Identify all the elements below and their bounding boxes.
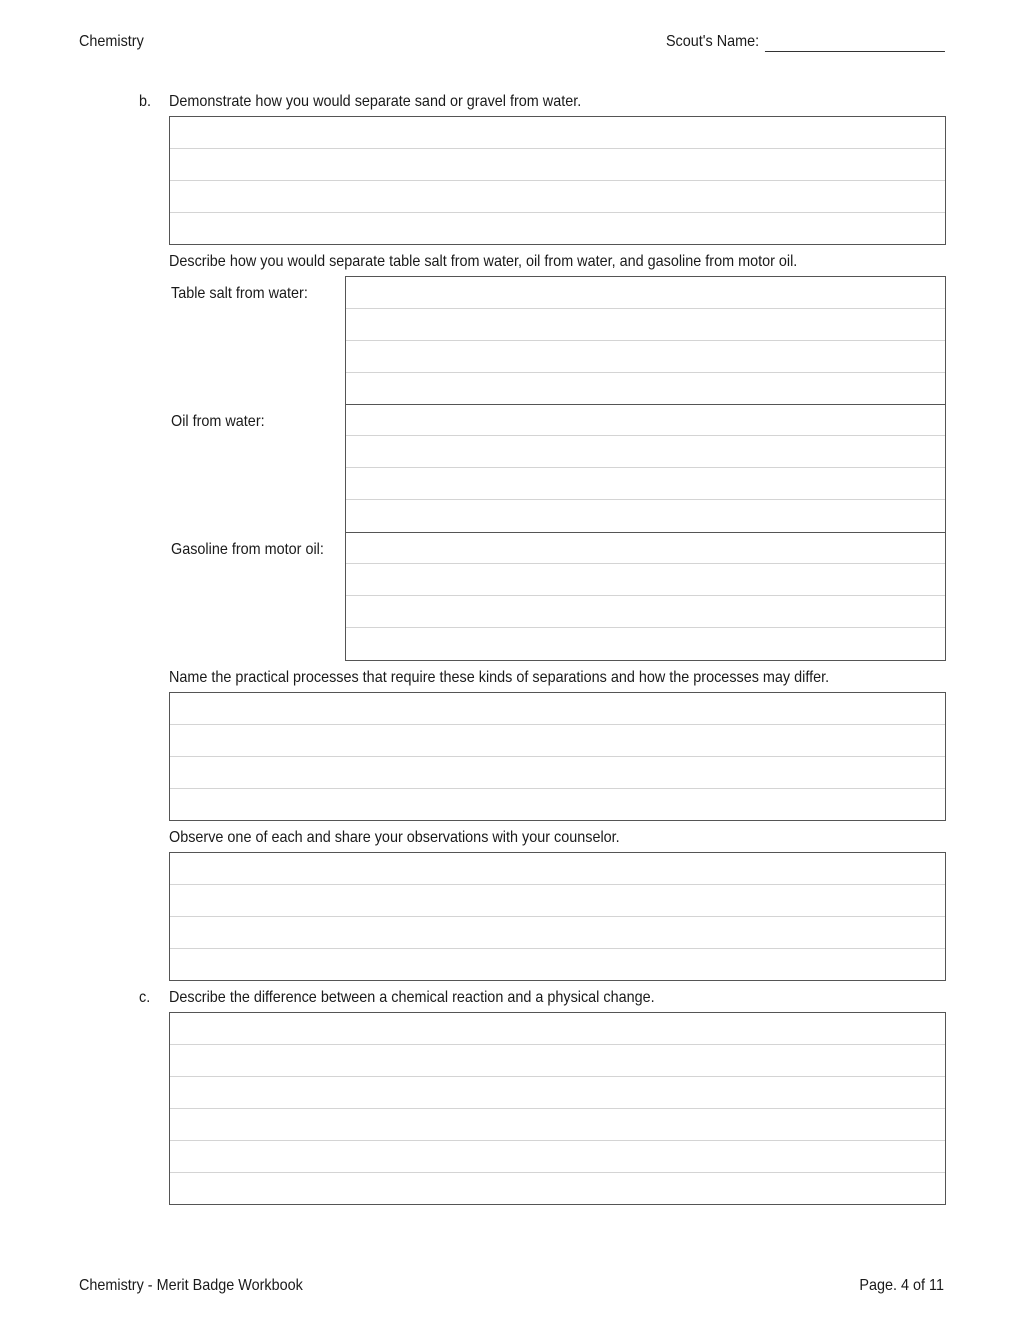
footer-title: Chemistry - Merit Badge Workbook (79, 1277, 303, 1294)
answer-box-table-salt[interactable] (345, 276, 946, 405)
observe-prompt: Observe one of each and share your observations with your counselor. (169, 829, 620, 846)
section-c-prompt: Describe the difference between a chemical reaction and a physical change. (169, 989, 655, 1006)
label-oil-water: Oil from water: (171, 413, 265, 430)
section-b-prompt: Demonstrate how you would separate sand or gravel from water. (169, 93, 582, 110)
label-table-salt: Table salt from water: (171, 285, 308, 302)
label-gasoline: Gasoline from motor oil: (171, 541, 324, 558)
footer-page-number: Page. 4 of 11 (859, 1277, 944, 1294)
answer-box-gasoline[interactable] (345, 533, 946, 661)
practical-processes-prompt: Name the practical processes that require these kinds of separations and how the processes may differ. (169, 669, 830, 686)
answer-box-sand-gravel[interactable] (169, 116, 946, 245)
describe-separation-prompt: Describe how you would separate table salt from water, oil from water, and gasoline from motor oil. (169, 253, 798, 270)
scout-name-field (635, 32, 945, 52)
header-subject: Chemistry (79, 33, 144, 50)
scout-name-label: Scout's Name: (666, 33, 760, 50)
scout-name-line[interactable] (765, 35, 945, 52)
section-c-marker: c. (139, 989, 151, 1006)
answer-box-observations[interactable] (169, 852, 946, 981)
answer-box-oil-water[interactable] (345, 405, 946, 533)
answer-box-practical-processes[interactable] (169, 692, 946, 821)
answer-box-chemical-vs-physical[interactable] (169, 1012, 946, 1205)
section-b-marker: b. (139, 93, 152, 110)
